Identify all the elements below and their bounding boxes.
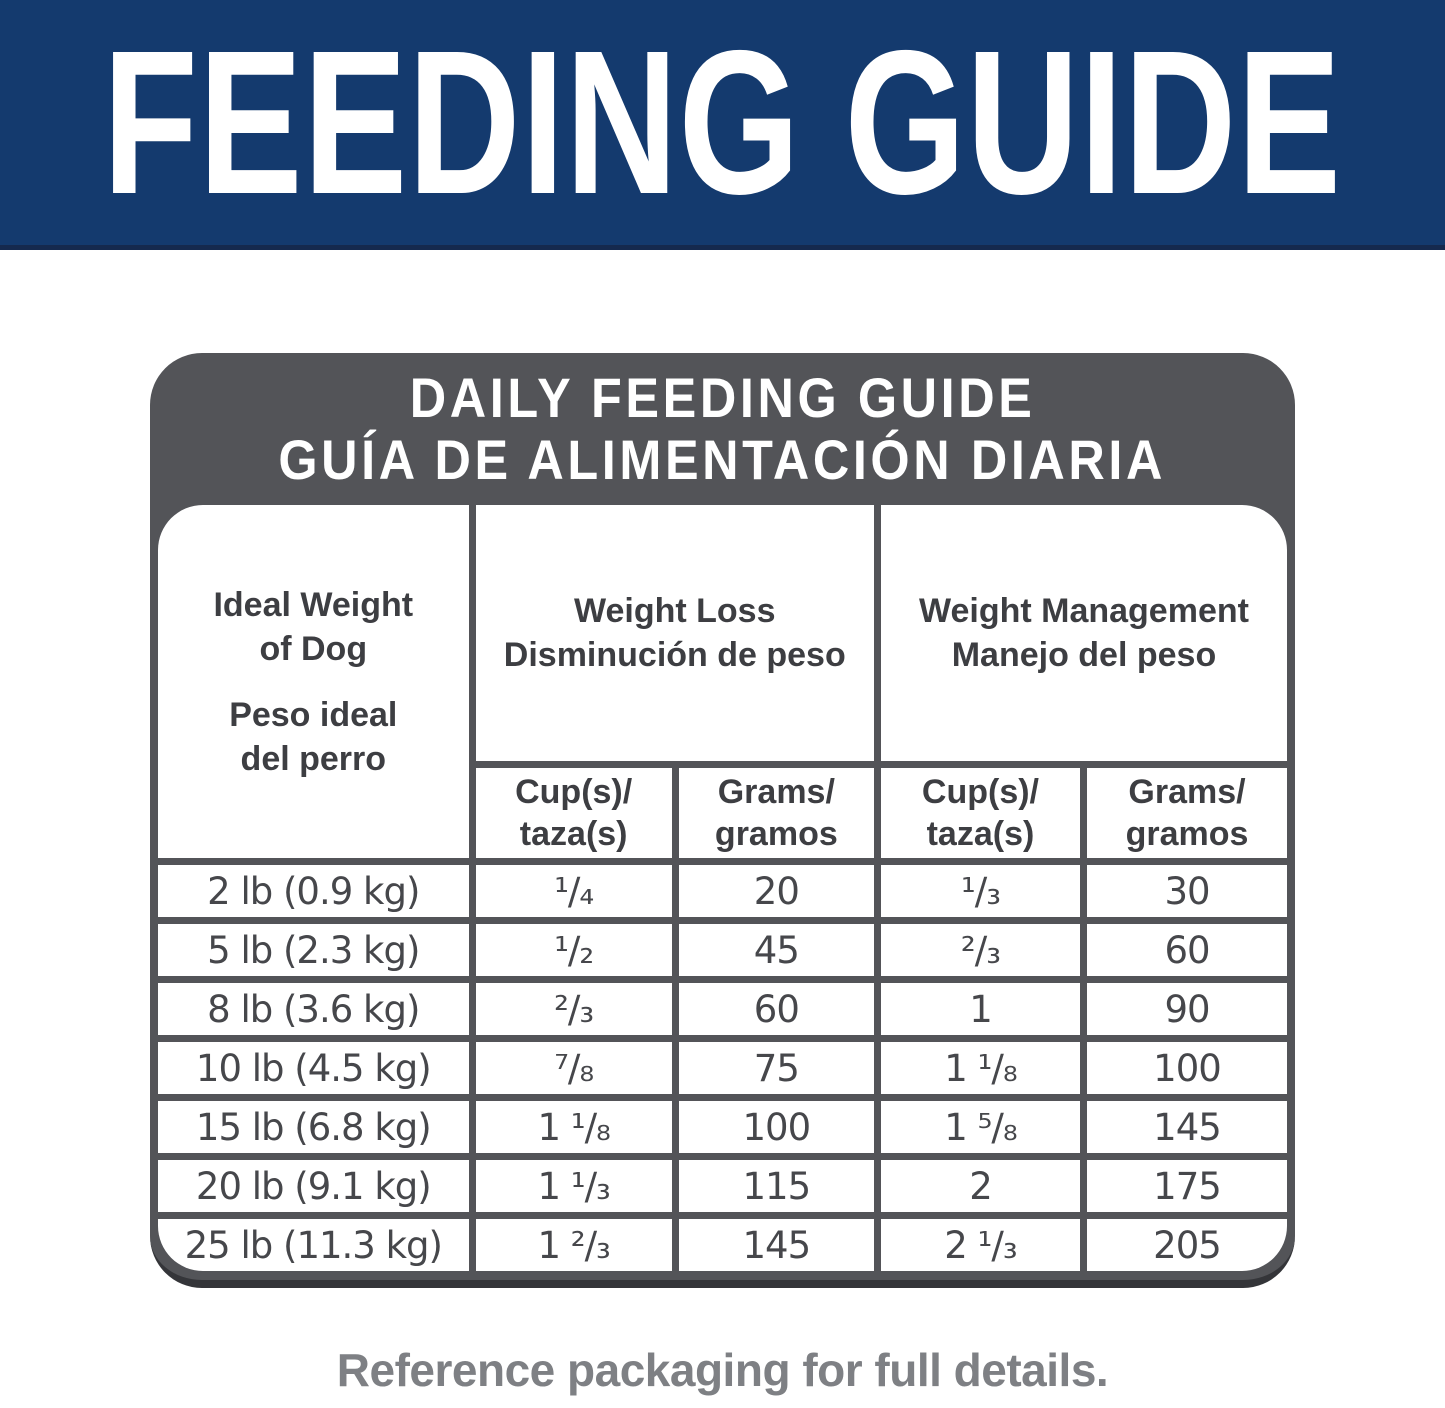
cell-wl-cups: ¹/₂ xyxy=(476,924,672,976)
grams-label-line1: Grams/ xyxy=(1128,773,1246,811)
subheader-weight-management-grams xyxy=(1087,768,1287,858)
cell-wm-grams: 60 xyxy=(1087,924,1287,976)
cell-ideal-weight: 25 lb (11.3 kg) xyxy=(158,1219,469,1271)
cell-wl-cups: 1 ¹/₃ xyxy=(476,1160,672,1212)
cell-ideal-weight: 15 lb (6.8 kg) xyxy=(158,1101,469,1153)
cell-wl-cups: ¹/₄ xyxy=(476,865,672,917)
subheader-weight-management-cups xyxy=(881,768,1080,858)
cups-label-line2: taza(s) xyxy=(519,815,628,853)
cell-wl-grams: 75 xyxy=(679,1042,874,1094)
cups-label-line1: Cup(s)/ xyxy=(515,773,633,811)
grams-label-line2: gramos xyxy=(1125,815,1249,853)
cell-wm-cups: 2 xyxy=(881,1160,1080,1212)
cell-wm-grams: 145 xyxy=(1087,1101,1287,1153)
col-header-ideal-weight xyxy=(158,505,469,858)
footer xyxy=(0,1343,1445,1397)
card-title xyxy=(158,353,1287,505)
cell-ideal-weight: 20 lb (9.1 kg) xyxy=(158,1160,469,1212)
ideal-weight-en-line1: Ideal Weight xyxy=(213,585,414,624)
banner-title: FEEDING GUIDE xyxy=(102,8,1343,237)
cell-wm-grams: 90 xyxy=(1087,983,1287,1035)
subheader-weight-loss-cups xyxy=(476,768,672,858)
daily-feeding-guide-card xyxy=(150,353,1295,1288)
cell-wl-cups: ²/₃ xyxy=(476,983,672,1035)
cups-label-line1: Cup(s)/ xyxy=(921,773,1039,811)
ideal-weight-es-line1: Peso ideal xyxy=(229,695,398,734)
ideal-weight-en-line2: of Dog xyxy=(259,629,368,668)
cell-wl-grams: 60 xyxy=(679,983,874,1035)
col-header-weight-loss xyxy=(476,505,874,761)
cell-wl-cups: ⁷/₈ xyxy=(476,1042,672,1094)
cell-wl-grams: 115 xyxy=(679,1160,874,1212)
cell-wl-cups: 1 ¹/₈ xyxy=(476,1101,672,1153)
cell-wl-grams: 145 xyxy=(679,1219,874,1271)
col-header-weight-management xyxy=(881,505,1287,761)
cell-wl-grams: 20 xyxy=(679,865,874,917)
ideal-weight-es-line2: del perro xyxy=(240,739,387,778)
cups-label-line2: taza(s) xyxy=(926,815,1035,853)
cell-ideal-weight: 5 lb (2.3 kg) xyxy=(158,924,469,976)
cell-wm-grams: 30 xyxy=(1087,865,1287,917)
cell-wm-grams: 205 xyxy=(1087,1219,1287,1271)
card-title-es: GUÍA DE ALIMENTACIÓN DIARIA xyxy=(278,428,1167,491)
cell-wm-grams: 100 xyxy=(1087,1042,1287,1094)
cell-ideal-weight: 2 lb (0.9 kg) xyxy=(158,865,469,917)
cell-wm-cups: 2 ¹/₃ xyxy=(881,1219,1080,1271)
weight-loss-en: Weight Loss xyxy=(574,592,776,630)
grams-label-line2: gramos xyxy=(714,815,838,853)
cell-wm-cups: 1 ⁵/₈ xyxy=(881,1101,1080,1153)
weight-management-es: Manejo del peso xyxy=(951,636,1217,674)
cell-wl-cups: 1 ²/₃ xyxy=(476,1219,672,1271)
cell-wm-cups: 1 xyxy=(881,983,1080,1035)
grams-label-line1: Grams/ xyxy=(717,773,835,811)
cell-wm-cups: ¹/₃ xyxy=(881,865,1080,917)
cell-ideal-weight: 10 lb (4.5 kg) xyxy=(158,1042,469,1094)
weight-management-en: Weight Management xyxy=(918,592,1249,630)
feeding-guide-banner xyxy=(0,0,1445,250)
cell-wl-grams: 100 xyxy=(679,1101,874,1153)
footer-note: Reference packaging for full details. xyxy=(336,1344,1109,1396)
subheader-weight-loss-grams xyxy=(679,768,874,858)
weight-loss-es: Disminución de peso xyxy=(503,636,846,674)
card-title-en: DAILY FEEDING GUIDE xyxy=(409,366,1036,429)
feeding-table xyxy=(158,505,1287,1271)
cell-wm-grams: 175 xyxy=(1087,1160,1287,1212)
cell-wl-grams: 45 xyxy=(679,924,874,976)
cell-wm-cups: 1 ¹/₈ xyxy=(881,1042,1080,1094)
cell-ideal-weight: 8 lb (3.6 kg) xyxy=(158,983,469,1035)
cell-wm-cups: ²/₃ xyxy=(881,924,1080,976)
